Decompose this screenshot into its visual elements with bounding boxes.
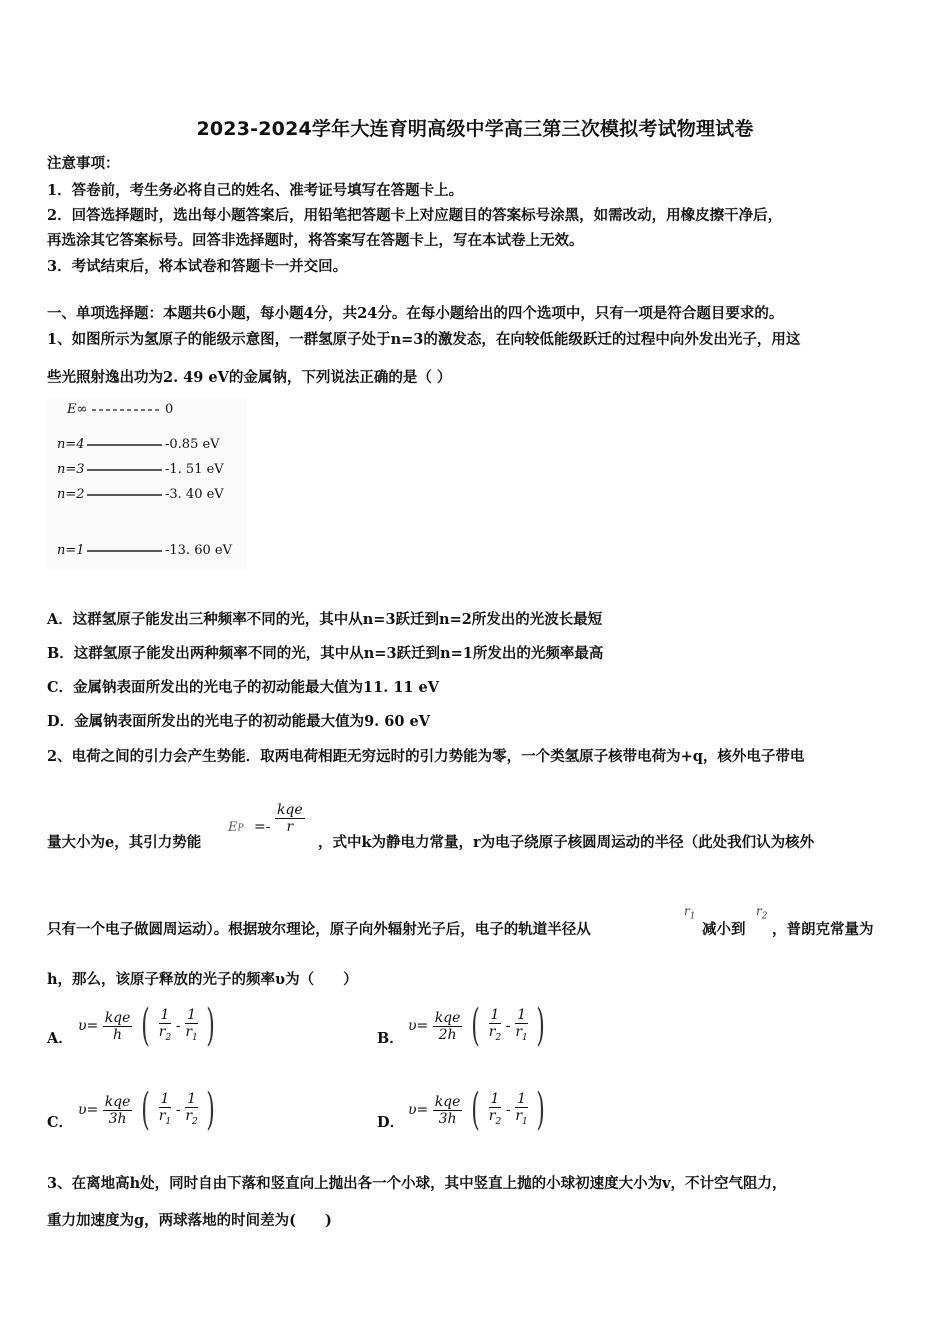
question-2-option-a-formula: υ= $\frac{\text{kqe}}{h}$ ( $\frac{1}{r_2}$ - $\frac{1}{r_1}$ ) [78, 1000, 216, 1051]
question-1-text: 些光照射逸出功为2. 49 eV的金属钠，下列说法正确的是（ ） [47, 369, 452, 386]
potential-energy-formula: $E_P$ =- $\frac{\text{kqe}}{r}$ [228, 802, 303, 835]
question-1-text: 1、如图所示为氢原子的能级示意图，一群氢原子处于n=3的激发态，在向较低能级跃迁的过程中向外发出光子，用这 [47, 331, 801, 348]
notice-heading: 注意事项： [47, 155, 120, 172]
question-1-option-b: B．这群氢原子能发出两种频率不同的光，其中从n=3跃迁到n=1所发出的光频率最高 [47, 645, 604, 662]
question-2-option-b-label: B． [377, 1030, 404, 1047]
question-2-text: h，那么，该原子释放的光子的频率υ为（ ） [47, 971, 358, 988]
level-label: n=2 [57, 487, 85, 502]
level-value: -1. 51 eV [165, 462, 224, 477]
level-value: -13. 60 eV [165, 543, 232, 558]
question-2-option-a-label: A． [47, 1030, 73, 1047]
question-2-text: ，式中k为静电力常量，r为电子绕原子核圆周运动的半径（此处我们认为核外 [318, 834, 815, 851]
level-label: n=1 [57, 543, 85, 558]
question-2-option-b-formula: υ= $\frac{\text{kqe}}{2h}$ ( $\frac{1}{r_2}$ - $\frac{1}{r_1}$ ) [408, 1000, 546, 1051]
notice-item: 2．回答选择题时，选出每小题答案后，用铅笔把答题卡上对应题目的答案标号涂黑，如需改动，用橡皮擦干净后， [47, 207, 783, 224]
question-3-text: 重力加速度为g，两球落地的时间差为( ) [47, 1212, 332, 1229]
question-2-text: 减小到 [702, 921, 746, 938]
radius-r2: $r_2$ [756, 904, 768, 922]
level-label: n=4 [57, 437, 85, 452]
section-heading: 一、单项选择题：本题共6小题，每小题4分，共24分。在每小题给出的四个选项中，只有一项是符合题目要求的。 [47, 305, 784, 322]
question-2-option-d-formula: υ= $\frac{\text{kqe}}{3h}$ ( $\frac{1}{r_2}$ - $\frac{1}{r_1}$ ) [408, 1084, 546, 1135]
level-label: E∞ [67, 402, 88, 417]
energy-level-diagram [47, 398, 247, 570]
question-2-option-d-label: D． [377, 1114, 405, 1131]
level-label: n=3 [57, 462, 85, 477]
radius-r1: $r_1$ [684, 904, 696, 922]
level-value: -3. 40 eV [165, 487, 224, 502]
question-1-option-d: D．金属钠表面所发出的光电子的初动能最大值为9. 60 eV [47, 713, 430, 730]
notice-item: 再选涂其它答案标号。回答非选择题时，将答案写在答题卡上，写在本试卷上无效。 [47, 232, 584, 249]
notice-item: 3．考试结束后，将本试卷和答题卡一并交回。 [47, 258, 348, 275]
level-value: 0 [165, 402, 174, 417]
page-title: 2023-2024学年大连育明高级中学高三第三次模拟考试物理试卷 [196, 118, 754, 140]
question-2-text: ，普朗克常量为 [772, 921, 874, 938]
question-2-text: 量大小为e，其引力势能 [47, 834, 202, 851]
question-1-option-a: A．这群氢原子能发出三种频率不同的光，其中从n=3跃迁到n=2所发出的光波长最短 [47, 611, 603, 628]
question-3-text: 3、在离地高h处，同时自由下落和竖直向上抛出各一个小球，其中竖直上抛的小球初速度大小为v，不计空气阻力， [47, 1175, 787, 1192]
question-2-text: 2、电荷之间的引力会产生势能．取两电荷相距无穷远时的引力势能为零，一个类氢原子核带电荷为+q，核外电子带电 [47, 748, 805, 765]
level-value: -0.85 eV [165, 437, 220, 452]
notice-item: 1．答卷前，考生务必将自己的姓名、准考证号填写在答题卡上。 [47, 182, 464, 199]
question-2-option-c-label: C． [47, 1114, 74, 1131]
question-1-option-c: C．金属钠表面所发出的光电子的初动能最大值为11. 11 eV [47, 679, 440, 696]
question-2-option-c-formula: υ= $\frac{\text{kqe}}{3h}$ ( $\frac{1}{r_1}$ - $\frac{1}{r_2}$ ) [78, 1084, 216, 1135]
question-2-text: 只有一个电子做圆周运动）。根据玻尔理论，原子向外辐射光子后，电子的轨道半径从 [47, 921, 591, 938]
